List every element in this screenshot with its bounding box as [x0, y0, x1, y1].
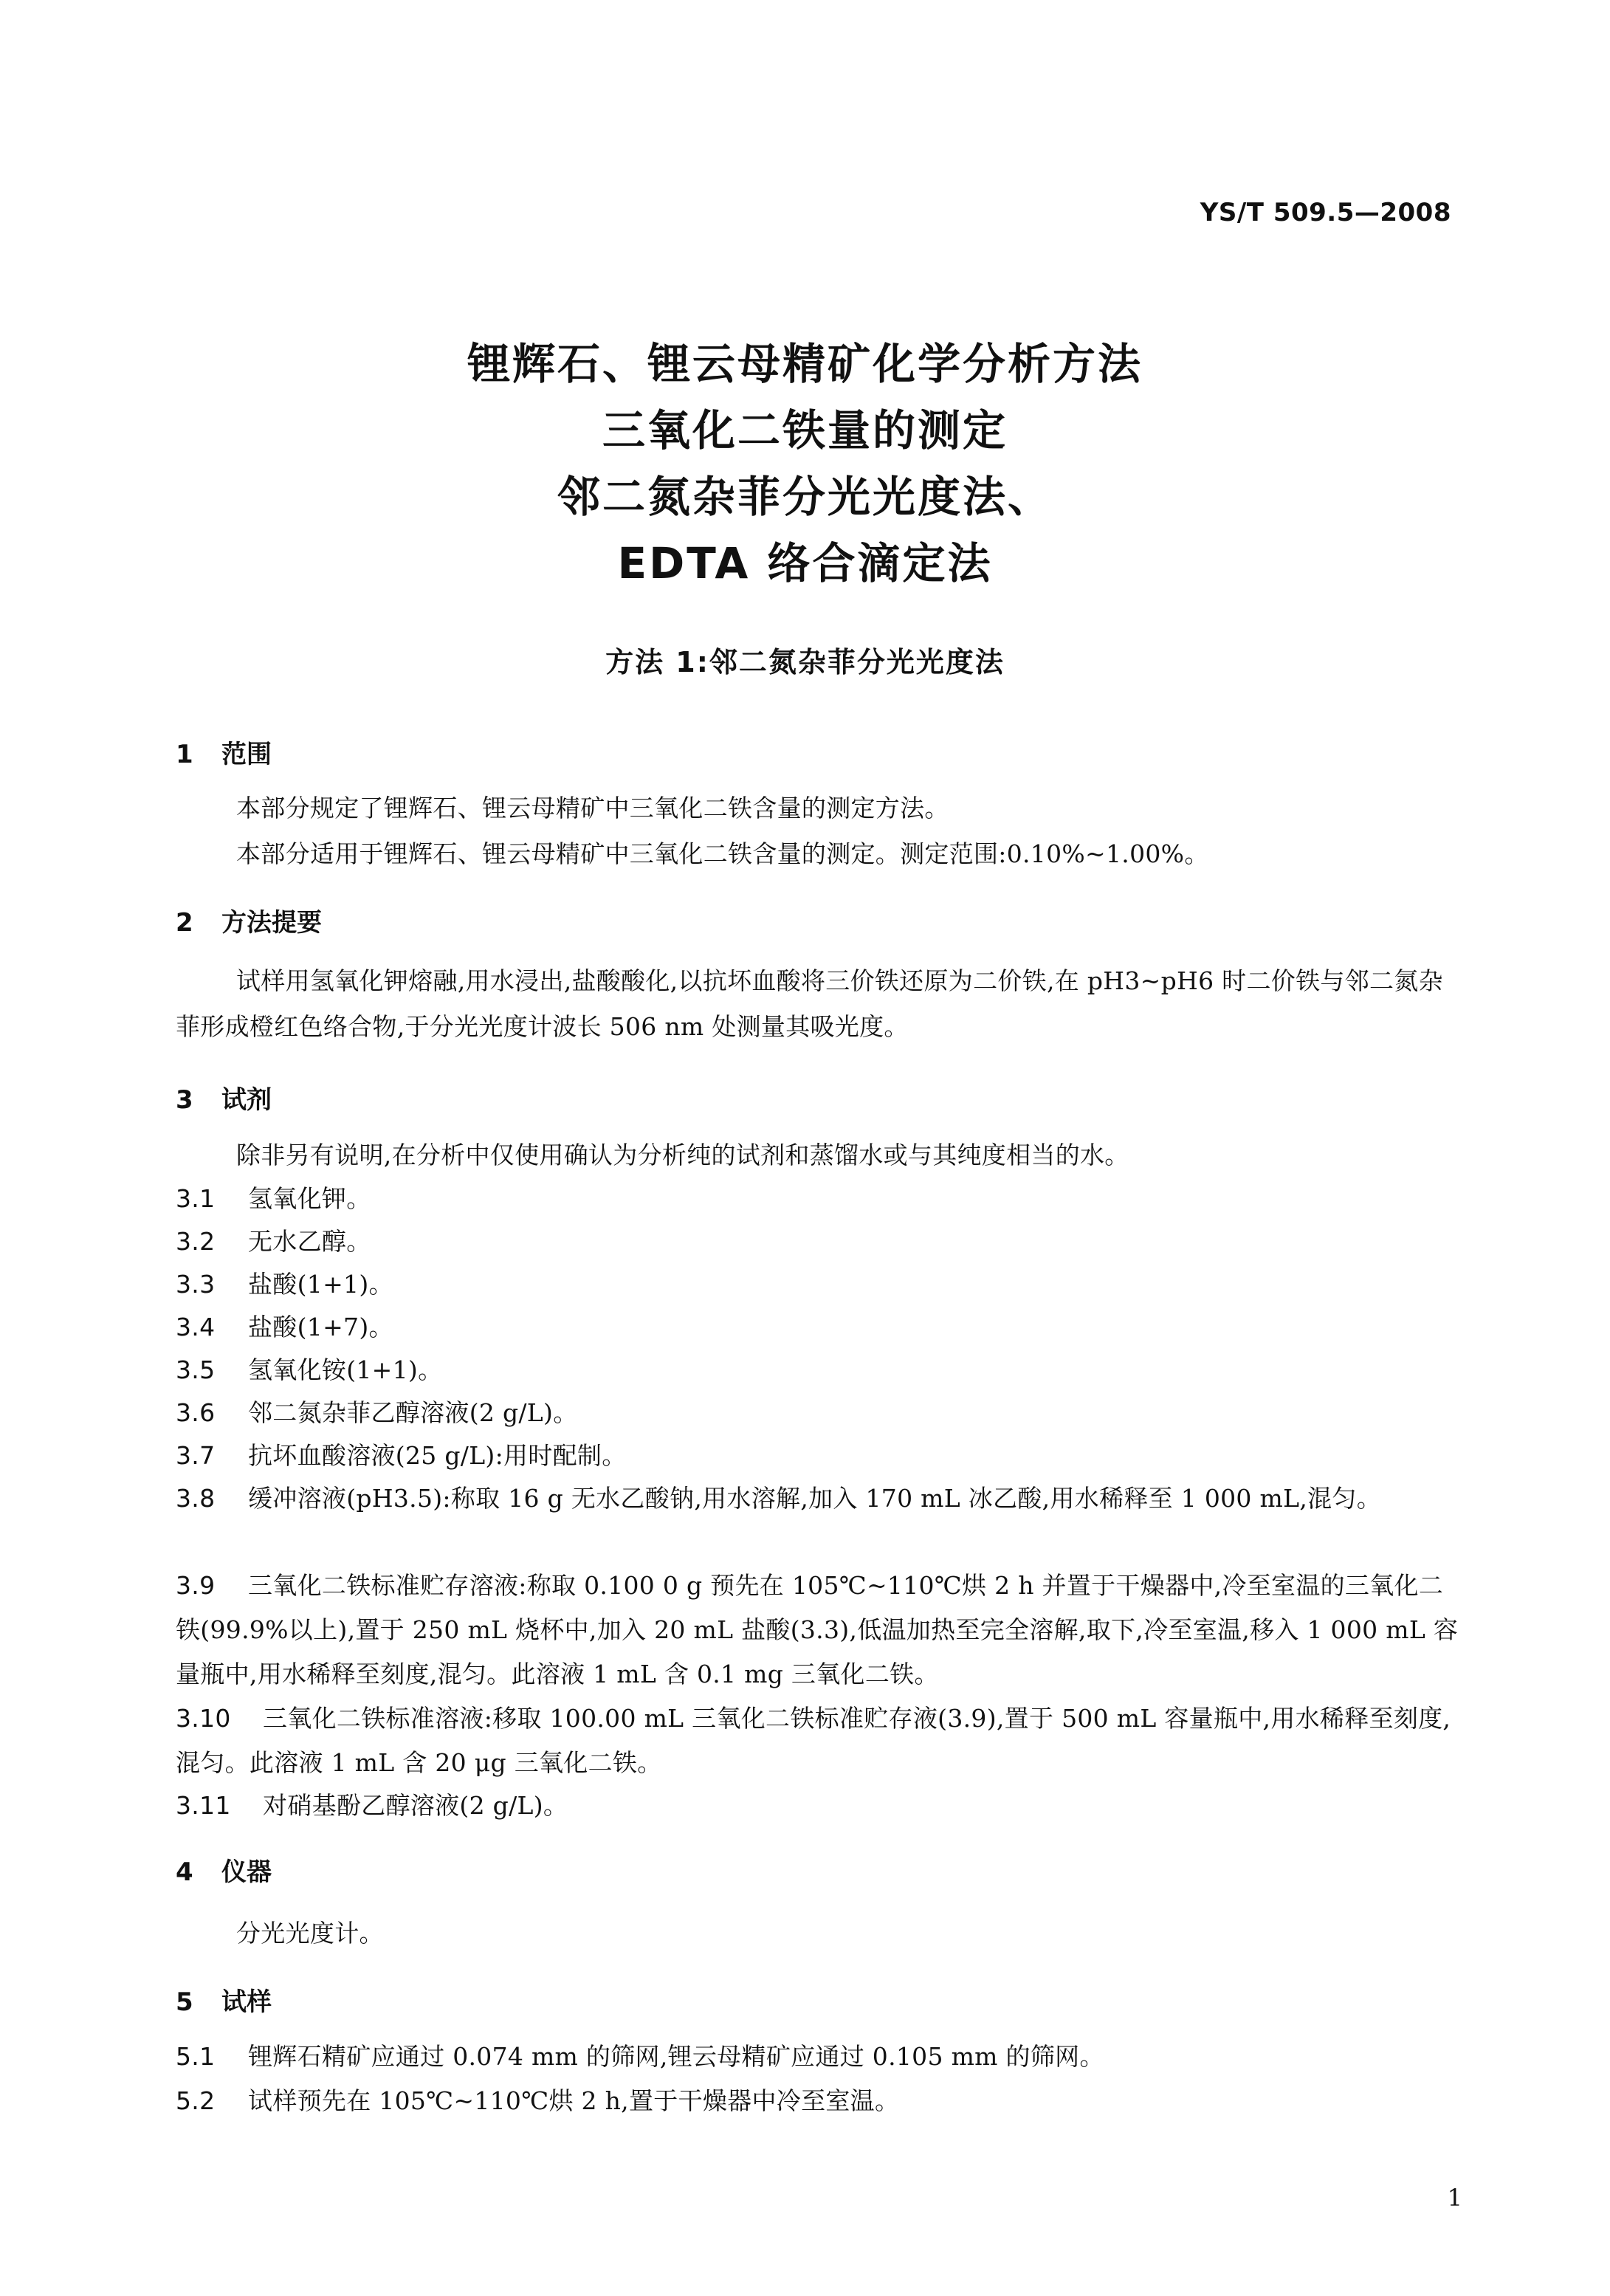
list-item: [176, 1262, 1462, 1307]
section-number: 1: [176, 740, 193, 769]
item-text: 氢氧化铵(1+1)。: [248, 1355, 443, 1384]
item-text: 无水乙醇。: [248, 1227, 371, 1256]
list-item: [176, 1177, 1462, 1221]
item-number: 3.11: [176, 1791, 231, 1820]
list-item: [176, 1391, 1462, 1435]
method-title: 方法 1:邻二氮杂菲分光光度法: [605, 646, 1005, 678]
item-text: 缓冲溶液(pH3.5):称取 16 g 无水乙酸钠,用水溶解,加入 170 mL 冰乙酸,用水稀释至 1 000 mL,混匀。: [248, 1484, 1382, 1513]
item-number: 3.5: [176, 1355, 216, 1384]
item-number: 3.4: [176, 1313, 216, 1341]
list-item: [176, 2079, 1462, 2123]
list-item: [176, 2035, 1462, 2079]
item-number: 5.2: [176, 2086, 216, 2115]
item-text: 氢氧化钾。: [248, 1184, 371, 1213]
paragraph: 分光光度计。: [236, 1919, 384, 1948]
item-text: 盐酸(1+7)。: [248, 1313, 393, 1341]
section-heading-5: [176, 1981, 272, 2018]
item-number: 5.1: [176, 2042, 216, 2071]
item-number: 3.3: [176, 1270, 216, 1299]
list-item: [176, 1784, 1462, 1828]
title-line-2: 三氧化二铁量的测定: [602, 405, 1008, 456]
list-item: [176, 1348, 1462, 1392]
item-number: 3.10: [176, 1704, 231, 1733]
item-number: 3.1: [176, 1184, 216, 1213]
item-number: 3.9: [176, 1571, 216, 1600]
list-item: [176, 1477, 1462, 1521]
section-number: 4: [176, 1857, 193, 1887]
section-heading-2: [176, 902, 322, 938]
paragraph: 本部分适用于锂辉石、锂云母精矿中三氧化二铁含量的测定。测定范围:0.10%~1.00%。: [236, 839, 1209, 868]
item-text: 锂辉石精矿应通过 0.074 mm 的筛网,锂云母精矿应通过 0.105 mm 的筛网。: [248, 2042, 1104, 2071]
item-number: 3.8: [176, 1484, 216, 1513]
section-heading-3: [176, 1079, 272, 1116]
section-heading-1: [176, 734, 272, 770]
paragraph: 试样用氢氧化钾熔融,用水浸出,盐酸酸化,以抗坏血酸将三价铁还原为二价铁,在 pH3~pH6 时二价铁与邻二氮杂菲形成橙红色络合物,于分光光度计波长 506 nm 处测量其吸光度。: [176, 966, 1443, 1041]
title-line-3: 邻二氮杂菲分光光度法、: [557, 472, 1053, 522]
item-text: 试样预先在 105℃~110℃烘 2 h,置于干燥器中冷至室温。: [248, 2086, 900, 2115]
section-title: 试样: [221, 1987, 272, 2017]
paragraph: 除非另有说明,在分析中仅使用确认为分析纯的试剂和蒸馏水或与其纯度相当的水。: [236, 1141, 1129, 1169]
section-title: 仪器: [221, 1857, 272, 1887]
list-item: [176, 1697, 1462, 1785]
title-line-1: 锂辉石、锂云母精矿化学分析方法: [467, 339, 1143, 389]
item-number: 3.7: [176, 1441, 216, 1470]
standard-number: YS/T 509.5—2008: [1200, 198, 1451, 227]
item-text: 对硝基酚乙醇溶液(2 g/L)。: [263, 1791, 568, 1820]
page-number: 1: [1447, 2184, 1462, 2212]
section-number: 2: [176, 908, 193, 938]
section-number: 3: [176, 1085, 193, 1115]
item-text: 三氧化二铁标准溶液:移取 100.00 mL 三氧化二铁标准贮存液(3.9),置于 500 mL 容量瓶中,用水稀释至刻度,混匀。此溶液 1 mL 含 20 μg 三氧化二铁。: [176, 1704, 1451, 1777]
section-title: 方法提要: [221, 908, 322, 938]
list-item: [176, 1564, 1462, 1697]
list-item: [176, 1434, 1462, 1478]
section-number: 5: [176, 1987, 193, 2017]
item-text: 抗坏血酸溶液(25 g/L):用时配制。: [248, 1441, 627, 1470]
document-title: [0, 331, 1610, 597]
item-text: 邻二氮杂菲乙醇溶液(2 g/L)。: [248, 1398, 578, 1427]
list-item: [176, 1305, 1462, 1350]
list-item: [176, 1220, 1462, 1264]
item-number: 3.2: [176, 1227, 216, 1256]
item-number: 3.6: [176, 1398, 216, 1427]
section-heading-4: [176, 1852, 272, 1888]
section-title: 试剂: [221, 1085, 272, 1115]
title-line-4: EDTA 络合滴定法: [617, 538, 993, 588]
item-text: 盐酸(1+1)。: [248, 1270, 393, 1299]
section-title: 范围: [221, 740, 272, 769]
paragraph: 本部分规定了锂辉石、锂云母精矿中三氧化二铁含量的测定方法。: [236, 794, 949, 822]
item-text: 三氧化二铁标准贮存溶液:称取 0.100 0 g 预先在 105℃~110℃烘 2 h 并置于干燥器中,冷至室温的三氧化二铁(99.9%以上),置于 250 mL 烧杯中,加入 20 mL 盐酸(3.3),低温加热至完全溶解,取下,冷至室温,移入 1 000 mL 容量瓶中,用水稀释至刻度,混匀。此溶液 1 mL 含 0.1 mg 三氧化二铁。: [176, 1571, 1459, 1688]
